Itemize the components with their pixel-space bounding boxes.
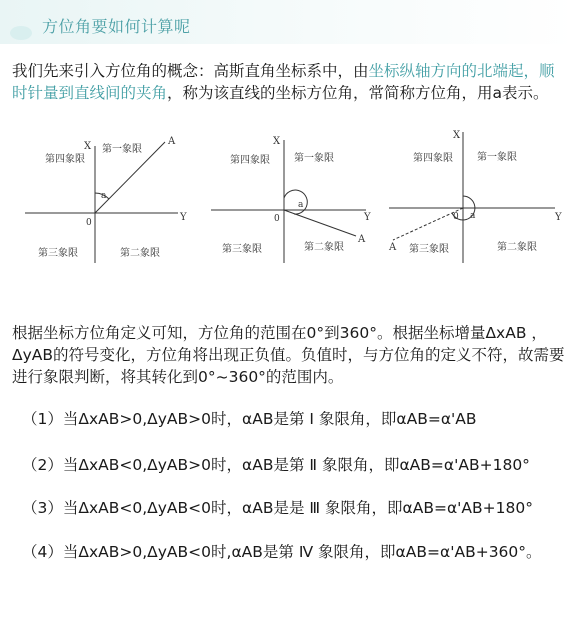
intro-paragraph xyxy=(12,60,564,104)
q4-label: 第四象限 xyxy=(45,154,85,165)
origin-label: 0 xyxy=(274,214,280,224)
diagram-quadrant-3 xyxy=(385,128,565,268)
point-label: A xyxy=(389,242,397,253)
case-3: （3）当ΔxAB<0,ΔyAB<0时，αAB是是 Ⅲ 象限角，即αAB=α'AB+180° xyxy=(22,499,533,517)
q3-label: 第三象限 xyxy=(222,244,262,255)
q4-label: 第四象限 xyxy=(230,155,270,166)
q2-label: 第二象限 xyxy=(120,248,160,259)
origin-label: 0 xyxy=(453,212,459,222)
q4-label: 第四象限 xyxy=(413,153,453,164)
q2-label: 第二象限 xyxy=(497,242,537,253)
y-label: Y xyxy=(180,212,187,223)
diagram-quadrant-2 xyxy=(206,128,376,268)
case-4: （4）当ΔxAB>0,ΔyAB<0时,αAB是第 Ⅳ 象限角，即αAB=α'AB+360°。 xyxy=(22,543,542,561)
header-bar xyxy=(0,0,576,44)
intro-text-2: ，称为该直线的坐标方位角，常简称方位角，用a表示。 xyxy=(167,84,549,102)
diagram-row xyxy=(20,128,565,268)
x-label: X xyxy=(84,141,92,152)
x-label: X xyxy=(453,130,461,141)
q3-label: 第三象限 xyxy=(38,248,78,259)
q1-label: 第一象限 xyxy=(477,152,517,163)
q1-label: 第一象限 xyxy=(102,144,142,155)
intro-highlight: 坐标纵轴方向的北端起，顺时针量到直线间的夹角 xyxy=(12,62,555,102)
q1-label: 第一象限 xyxy=(294,153,334,164)
case-2: （2）当ΔxAB<0,ΔyAB>0时，αAB是第 Ⅱ 象限角，即αAB=α'AB+180° xyxy=(22,456,530,474)
q2-label: 第二象限 xyxy=(304,242,344,253)
header-decoration xyxy=(10,26,32,40)
point-label: A xyxy=(168,136,176,147)
y-label: Y xyxy=(364,212,371,223)
y-label: Y xyxy=(555,212,562,223)
q3-label: 第三象限 xyxy=(409,244,449,255)
range-paragraph: 根据坐标方位角定义可知，方位角的范围在0°到360°。根据坐标增量ΔxAB ，ΔyAB的符号变化，方位角将出现正负值。负值时，与方位角的定义不符，故需要进行象限判断，将其转化到0°~360°的范围内。 xyxy=(12,324,565,386)
origin-label: 0 xyxy=(86,218,92,228)
case-1: （1）当ΔxAB>0,ΔyAB>0时，αAB是第 Ⅰ 象限角，即αAB=α'AB xyxy=(22,410,477,428)
diagram-quadrant-1 xyxy=(20,128,190,268)
point-label: A xyxy=(358,234,366,245)
intro-text-1: 我们先来引入方位角的概念：高斯直角坐标系中，由 xyxy=(12,62,369,80)
angle-label: a xyxy=(101,191,107,201)
page-title: 方位角要如何计算呢 xyxy=(42,17,191,36)
x-label: X xyxy=(273,136,281,147)
angle-label: a xyxy=(298,200,304,210)
angle-label: a xyxy=(470,211,476,221)
